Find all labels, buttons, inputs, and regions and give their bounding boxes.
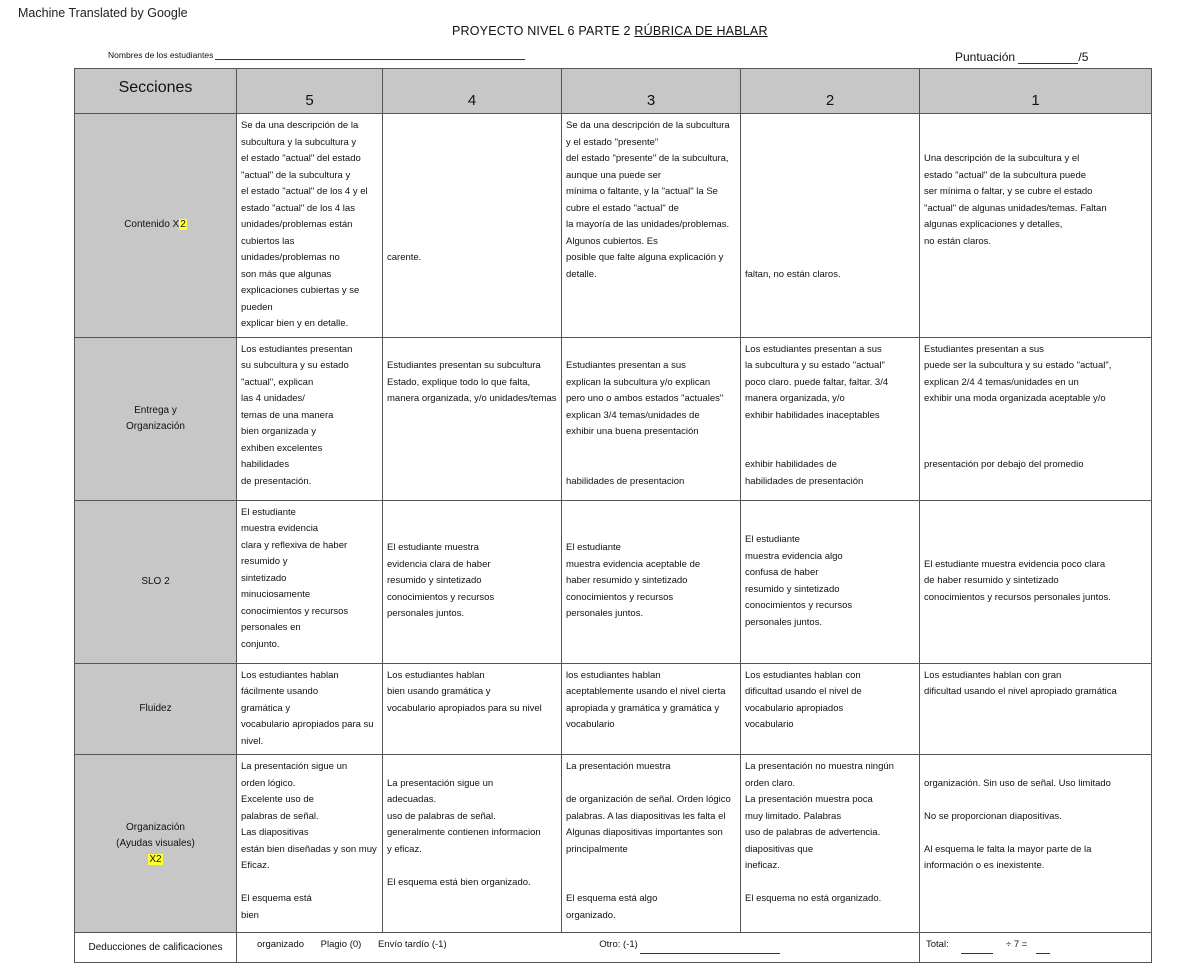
rubric-cell: los estudiantes hablan aceptablemente usando el nivel cierta apropiada y gramática y gramática y vocabulario [562, 663, 741, 755]
deductions-label: Deducciones de calificaciones [75, 933, 237, 963]
rubric-table [74, 68, 1152, 963]
otro-blank [640, 953, 780, 954]
row-label: Fluidez [75, 663, 237, 755]
row-label [75, 114, 237, 338]
rubric-cell: Los estudiantes hablan bien usando gramática y vocabulario apropiados para su nivel [383, 663, 562, 755]
divide-text: ÷ 7 = [1006, 939, 1028, 950]
result-blank [1036, 953, 1050, 954]
rubric-cell: Una descripción de la subcultura y el estado "actual" de la subcultura puede ser mínima o faltar, y se cubre el estado "actual" de algunas unidades/temas. Faltan algunas explicaciones y detalles, no están claros. [920, 114, 1152, 338]
level-header: 3 [562, 69, 741, 114]
deductions-cell [237, 933, 920, 963]
sections-header: Secciones [75, 69, 237, 114]
title-underlined: RÚBRICA DE HABLAR [634, 24, 768, 38]
row-label: SLO 2 [75, 500, 237, 663]
rubric-cell: El estudiante muestra evidencia poco clara de haber resumido y sintetizado conocimientos y recursos personales juntos. [920, 500, 1152, 663]
rubric-cell: La presentación sigue un orden lógico. Excelente uso de palabras de señal. Las diapositivas están bien diseñadas y son muy Eficaz. El esquema está bien [237, 755, 383, 933]
machine-translated-note: Machine Translated by Google [18, 6, 188, 20]
rubric-cell: El estudiante muestra evidencia aceptable de haber resumido y sintetizado conocimientos y recursos personales juntos. [562, 500, 741, 663]
table-row [75, 663, 1152, 755]
rubric-cell: La presentación sigue un adecuadas. uso de palabras de señal. generalmente contienen informacion y eficaz. El esquema está bien organizado. [383, 755, 562, 933]
students-name-field [108, 50, 525, 60]
level-header: 2 [741, 69, 920, 114]
score-suffix: /5 [1078, 50, 1089, 64]
rubric-cell: Estudiantes presentan a sus puede ser la subcultura y su estado "actual", explican 2/4 4 temas/unidades en un exhibir una moda organizada aceptable y/o presentación por debajo del promedio [920, 337, 1152, 500]
rubric-cell: faltan, no están claros. [741, 114, 920, 338]
students-name-line [215, 59, 525, 60]
students-label: Nombres de los estudiantes [108, 50, 214, 60]
row-label: Entrega y Organización [75, 337, 237, 500]
rubric-cell: organización. Sin uso de señal. Uso limitado No se proporcionan diapositivas. Al esquema le falta la mayor parte de la información o es inexistente. [920, 755, 1152, 933]
rubric-cell: Estudiantes presentan su subcultura Estado, explique todo lo que falta, manera organizada, y/o unidades/temas [383, 337, 562, 500]
multiplier-highlight: X2 [149, 853, 162, 865]
rubric-cell: Los estudiantes hablan con gran dificultad usando el nivel apropiado gramática [920, 663, 1152, 755]
score-label: Puntuación [955, 50, 1016, 64]
rubric-cell: Los estudiantes presentan a sus la subcultura y su estado "actual" poco claro. puede faltar, faltar. 3/4 manera organizada, y/o exhibir habilidades inaceptables exhibir habilidades de habilidades de presentación [741, 337, 920, 500]
table-row [75, 500, 1152, 663]
envio-text: Envío tardío (-1) [377, 939, 447, 950]
header-row [75, 69, 1152, 114]
level-header: 4 [383, 69, 562, 114]
page-title [452, 24, 768, 38]
deductions-row [75, 933, 1152, 963]
otro-text: Otro: (-1) [599, 939, 638, 950]
rubric-cell: Se da una descripción de la subcultura y el estado "presente" del estado "presente" de la subcultura, aunque una puede ser mínima o faltante, y la "actual" la Se cubre el estado "actual" de la mayoría de las unidades/problemas. Algunos cubiertos. Es posible que falte alguna explicación y detalle. [562, 114, 741, 338]
rubric-cell: Los estudiantes hablan fácilmente usando gramática y vocabulario apropiados para su nivel. [237, 663, 383, 755]
rubric-cell: La presentación muestra de organización de señal. Orden lógico palabras. A las diapositivas les falta el Algunas diapositivas importantes son principalmente El esquema está algo organizado. [562, 755, 741, 933]
level-header: 1 [920, 69, 1152, 114]
multiplier-highlight: 2 [180, 219, 186, 231]
row-label-text: Organización (Ayudas visuales) [116, 821, 195, 849]
rubric-cell: El estudiante muestra evidencia algo confusa de haber resumido y sintetizado conocimientos y recursos personales juntos. [741, 500, 920, 663]
total-label: Total: [926, 939, 949, 950]
rubric-cell: carente. [383, 114, 562, 338]
rubric-cell: La presentación no muestra ningún orden claro. La presentación muestra poca muy limitado. Palabras uso de palabras de advertencia. diapositivas que ineficaz. El esquema no está organizado. [741, 755, 920, 933]
row-label-text: Contenido X [124, 219, 180, 231]
table-row [75, 755, 1152, 933]
table-row [75, 114, 1152, 338]
organized-text: organizado [257, 939, 305, 950]
total-cell [920, 933, 1152, 963]
score-field [955, 50, 1088, 64]
score-line [1018, 63, 1078, 64]
table-row [75, 337, 1152, 500]
rubric-cell: Estudiantes presentan a sus explican la subcultura y/o explican pero uno o ambos estados "actuales" explican 3/4 temas/unidades de exhibir una buena presentación habilidades de presentacion [562, 337, 741, 500]
rubric-cell: El estudiante muestra evidencia clara de haber resumido y sintetizado conocimientos y recursos personales juntos. [383, 500, 562, 663]
plagio-text: Plagio (0) [320, 939, 362, 950]
row-label [75, 755, 237, 933]
total-blank [961, 953, 993, 954]
rubric-cell: Los estudiantes presentan su subcultura y su estado "actual", explican las 4 unidades/ temas de una manera bien organizada y exhiben excelentes habilidades de presentación. [237, 337, 383, 500]
rubric-cell: Los estudiantes hablan con dificultad usando el nivel de vocabulario apropiados vocabulario [741, 663, 920, 755]
rubric-cell: El estudiante muestra evidencia clara y reflexiva de haber resumido y sintetizado minuciosamente conocimientos y recursos personales en conjunto. [237, 500, 383, 663]
level-header: 5 [237, 69, 383, 114]
rubric-cell: Se da una descripción de la subcultura y la subcultura y el estado "actual" del estado "actual" de la subcultura y el estado "actual" de los 4 y el estado "actual" de los 4 las unidades/problemas están cubiertos las unidades/problemas no son más que algunas explicaciones cubiertas y se pueden explicar bien y en detalle. [237, 114, 383, 338]
title-plain: PROYECTO NIVEL 6 PARTE 2 [452, 24, 635, 38]
